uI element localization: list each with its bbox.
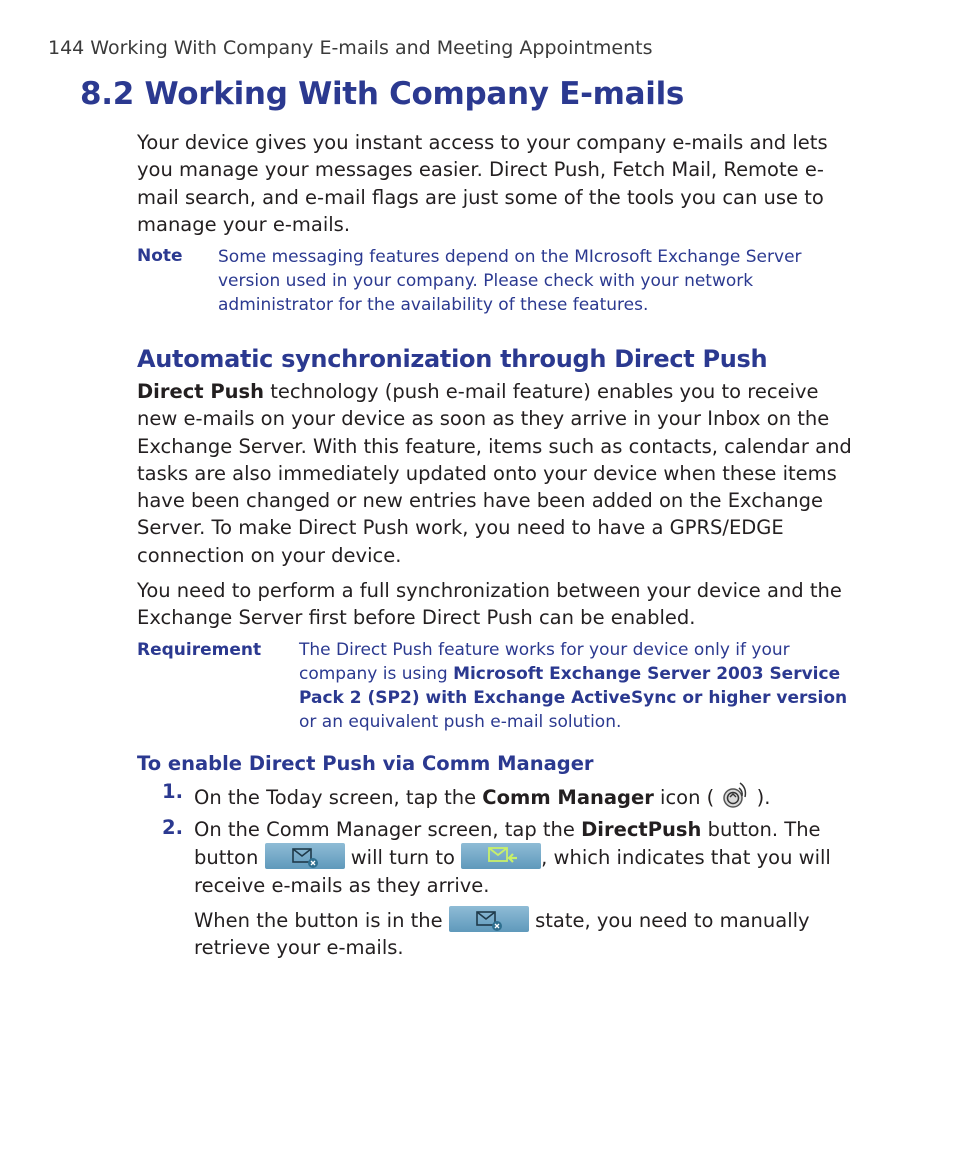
step-2-text — [194, 816, 854, 899]
section-title: 8.2 Working With Company E-mails — [80, 76, 685, 112]
envelope-x-button — [265, 843, 345, 869]
note-label: Note — [137, 246, 183, 266]
envelope-x-button-2 — [449, 906, 529, 932]
note-text: Some messaging features depend on the MIcrosoft Exchange Server version used in your company. Please check with your network administrator for the availability of these features. — [218, 247, 802, 315]
requirement-text-before: The Direct Push feature works for your device only if your company is using — [299, 640, 790, 684]
subsection-title: Automatic synchronization through Direct Push — [137, 345, 768, 373]
step-1-before: On the Today screen, tap the — [194, 786, 483, 809]
step-2-number: 2. — [162, 816, 183, 839]
step-2-before: On the Comm Manager screen, tap the — [194, 818, 582, 841]
step-2-part3: will turn to — [344, 846, 462, 870]
full-sync-paragraph: You need to perform a full synchronization between your device and the Exchange Server first before Direct Push can be enabled. — [137, 579, 842, 630]
step-1-number: 1. — [162, 780, 183, 803]
envelope-arrow-button — [461, 843, 541, 869]
requirement-text — [299, 638, 859, 734]
intro-paragraph: Your device gives you instant access to your company e-mails and lets you manage your messages easier. Direct Push, Fetch Mail, Remote e-mail search, and e-mail flags are just some of the tools you can use to manage your e-mails. — [137, 131, 828, 236]
requirement-text-after: or an equivalent push e-mail solution. — [299, 712, 622, 732]
direct-push-term: Direct Push — [137, 380, 265, 403]
comm-manager-icon — [720, 780, 750, 810]
step-2-part4: , which indicates that you will receive e-mails as they arrive. — [194, 846, 831, 897]
step-2-extra — [194, 906, 854, 962]
requirement-bold: Microsoft Exchange Server 2003 Service Pack 2 (SP2) with Exchange ActiveSync or higher version — [299, 664, 848, 708]
step-1-middle: icon ( — [653, 786, 721, 809]
requirement-label: Requirement — [137, 640, 262, 660]
procedure-title: To enable Direct Push via Comm Manager — [137, 752, 594, 775]
direct-push-text: technology (push e-mail feature) enables you to receive new e-mails on your device as soon as they arrive in your Inbox on the Exchange Server. With this feature, items such as contacts, calendar and tasks are also immediately updated onto your device when these items have been changed or new entries have been added on the Exchange Server. To make Direct Push work, you need to have a GPRS/EDGE connection on your device. — [137, 380, 852, 567]
step-2-extra-before: When the button is in the — [194, 909, 449, 932]
step-2-bold: DirectPush — [581, 818, 702, 841]
direct-push-paragraph — [137, 378, 859, 569]
running-head: 144 Working With Company E-mails and Meeting Appointments — [48, 37, 653, 59]
step-2-part2: button. The button — [194, 818, 821, 870]
step-1-bold: Comm Manager — [482, 786, 654, 809]
step-1-after: ). — [750, 786, 771, 809]
step-2-extra-after: state, you need to manually retrieve your e-mails. — [194, 909, 810, 960]
step-1-text — [194, 780, 771, 811]
